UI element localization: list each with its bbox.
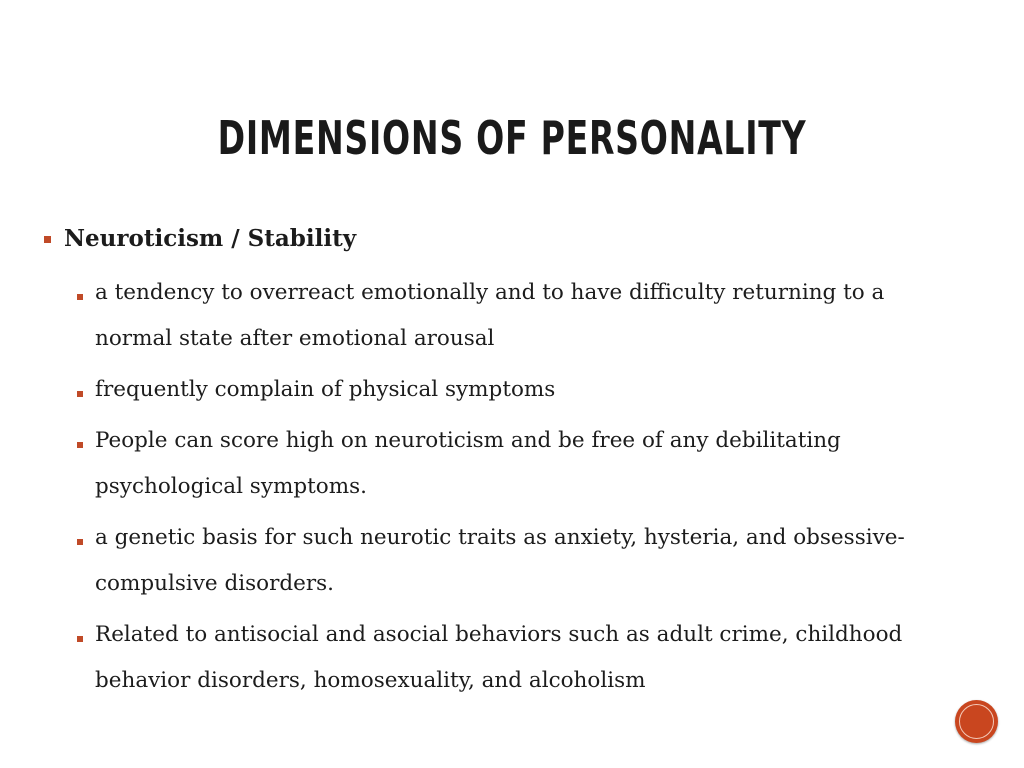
sub-bullet-text: a genetic basis for such neurotic traits as anxiety, hysteria, and obsessive-compulsive disorders.: [95, 525, 905, 596]
sub-bullet-list: [77, 274, 984, 704]
sub-bullet-item: [77, 371, 984, 413]
sub-bullet-text: frequently complain of physical symptoms: [95, 377, 556, 402]
sub-bullet-item: [77, 422, 984, 510]
sub-bullet-item: [77, 519, 984, 607]
slide-content: [44, 222, 984, 713]
circle-ring-decoration: [959, 704, 994, 739]
bullet-heading: [44, 222, 984, 256]
square-bullet-icon: [77, 539, 83, 545]
sub-bullet-text: People can score high on neuroticism and be free of any debilitating psychological symptoms.: [95, 428, 841, 499]
square-bullet-icon: [77, 391, 83, 397]
bullet-heading-text: Neuroticism / Stability: [64, 225, 357, 252]
square-bullet-icon: [77, 442, 83, 448]
circle-navigation-icon[interactable]: [955, 700, 998, 743]
sub-bullet-text: a tendency to overreact emotionally and to have difficulty returning to a normal state after emotional arousal: [95, 280, 885, 351]
square-bullet-icon: [77, 636, 83, 642]
sub-bullet-item: [77, 274, 984, 362]
sub-bullet-item: [77, 616, 984, 704]
sub-bullet-text: Related to antisocial and asocial behaviors such as adult crime, childhood behavior disorders, homosexuality, and alcoholism: [95, 622, 903, 693]
slide-title: DIMENSIONS OF PERSONALITY: [217, 111, 807, 165]
square-bullet-icon: [77, 294, 83, 300]
square-bullet-icon: [44, 236, 51, 243]
